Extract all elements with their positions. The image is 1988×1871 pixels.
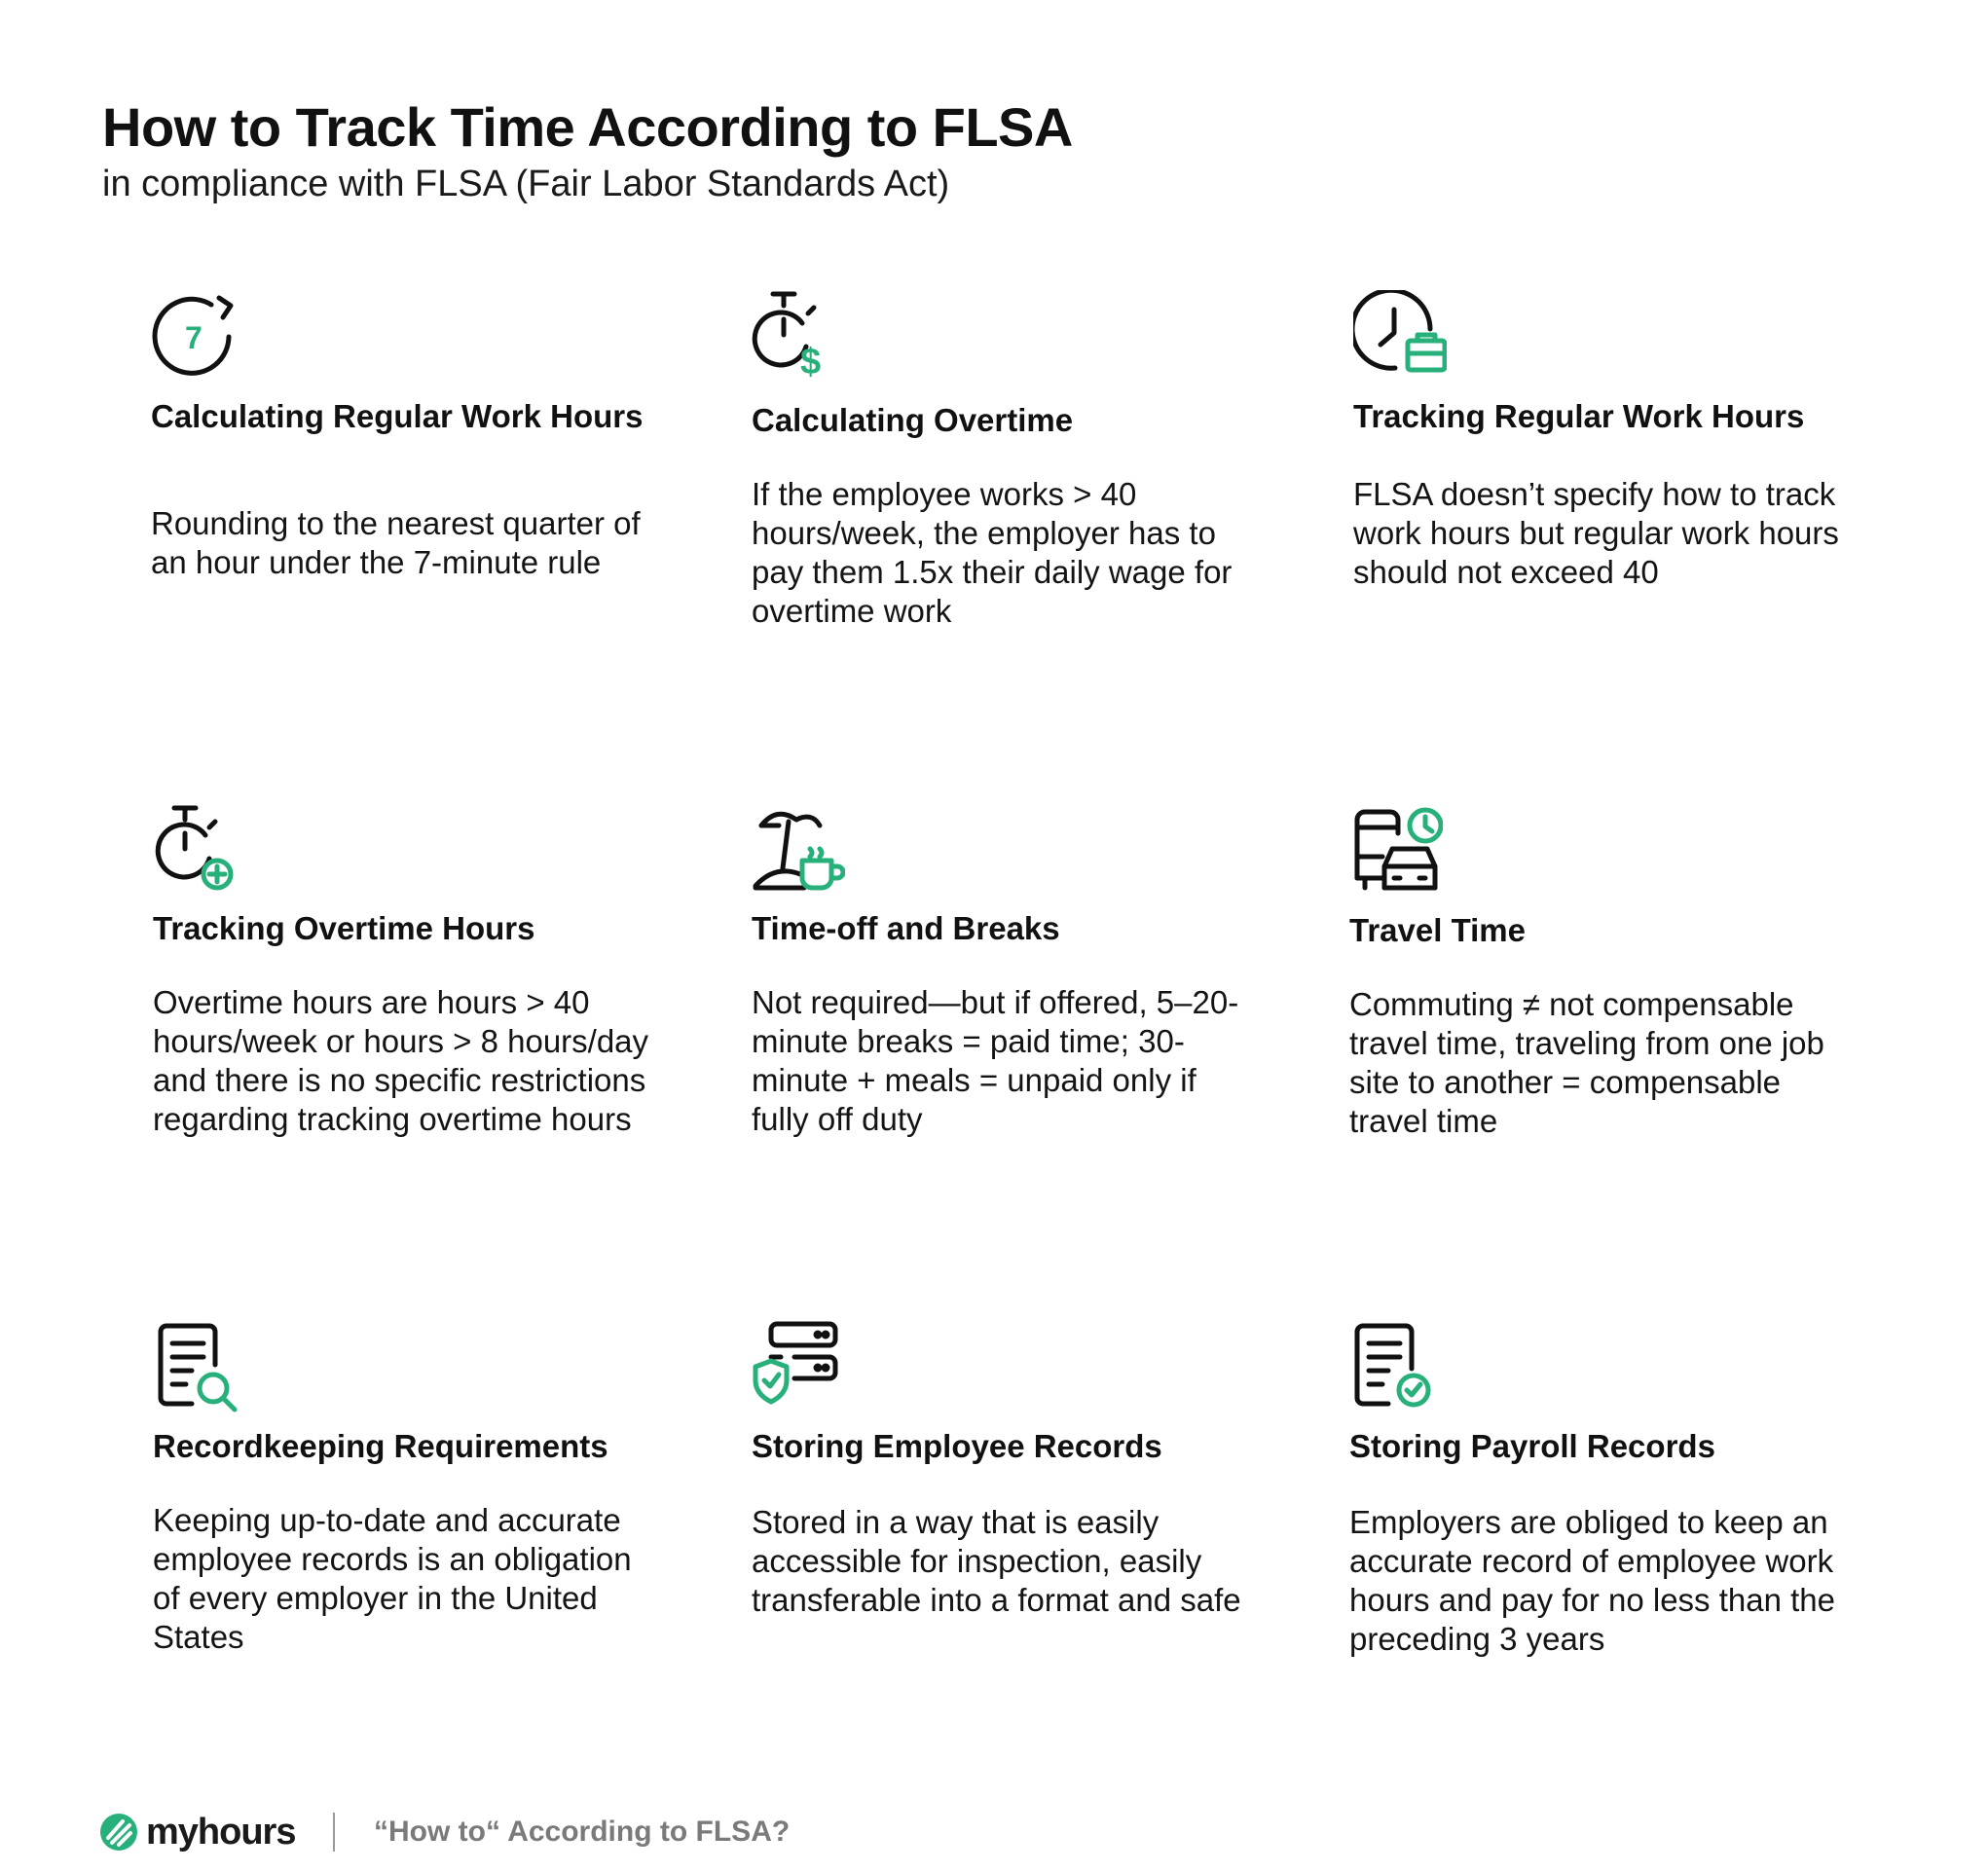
stopwatch-dollar-icon <box>752 290 845 384</box>
card-title: Tracking Overtime Hours <box>153 910 535 946</box>
card-body: FLSA doesn’t specify how to track work hours but regular work hours should not exceed 40 <box>1353 476 1839 590</box>
bus-car-clock-icon <box>1349 804 1443 898</box>
clock-rotate-7-icon <box>151 290 244 384</box>
card-title: Storing Payroll Records <box>1349 1428 1715 1464</box>
card-body: Stored in a way that is easily accessible for inspection, easily transferable into a format and safe <box>752 1504 1241 1618</box>
card-body: Commuting ≠ not compensable travel time, traveling from one job site to another = compensable travel time <box>1349 986 1824 1139</box>
card-body: Not required—but if offered, 5–20-minute breaks = paid time; 30-minute + meals = unpaid only if fully off duty <box>752 984 1239 1137</box>
card-title: Travel Time <box>1349 912 1527 948</box>
footer-tagline: “How to“ According to FLSA? <box>374 1816 791 1848</box>
svg-text:$: $ <box>800 342 822 383</box>
myhours-logo-icon <box>99 1813 138 1852</box>
card-body: Keeping up-to-date and accurate employee records is an obligation of every employer in the United States <box>153 1502 632 1655</box>
card-body: Rounding to the nearest quarter of an hour under the 7-minute rule <box>151 505 641 580</box>
card-body: Employers are obliged to keep an accurate record of employee work hours and pay for no less than the preceding 3 years <box>1349 1504 1835 1657</box>
myhours-logo-text: myhours <box>146 1812 296 1853</box>
card-title: Calculating Regular Work Hours <box>151 398 644 434</box>
document-check-icon <box>1349 1320 1443 1413</box>
clock-briefcase-icon <box>1353 290 1447 384</box>
document-search-icon <box>153 1320 246 1413</box>
card-title: Calculating Overtime <box>752 402 1074 438</box>
footer-divider <box>333 1813 335 1852</box>
card-title: Time-off and Breaks <box>752 910 1060 946</box>
card-body: If the employee works > 40 hours/week, the employer has to pay them 1.5x their daily wage for overtime work <box>752 476 1233 629</box>
svg-text:7: 7 <box>185 320 202 355</box>
palm-coffee-icon <box>752 804 845 898</box>
card-body: Overtime hours are hours > 40 hours/week or hours > 8 hours/day and there is no specific restrictions regarding tracking overtime hours <box>153 984 649 1137</box>
card-title: Recordkeeping Requirements <box>153 1428 608 1464</box>
card-title: Tracking Regular Work Hours <box>1353 398 1805 434</box>
stopwatch-plus-icon <box>153 804 246 898</box>
page-title: How to Track Time According to FLSA <box>102 96 1073 158</box>
page-subtitle: in compliance with FLSA (Fair Labor Standards Act) <box>102 164 950 204</box>
server-shield-icon <box>752 1320 845 1413</box>
card-title: Storing Employee Records <box>752 1428 1162 1464</box>
